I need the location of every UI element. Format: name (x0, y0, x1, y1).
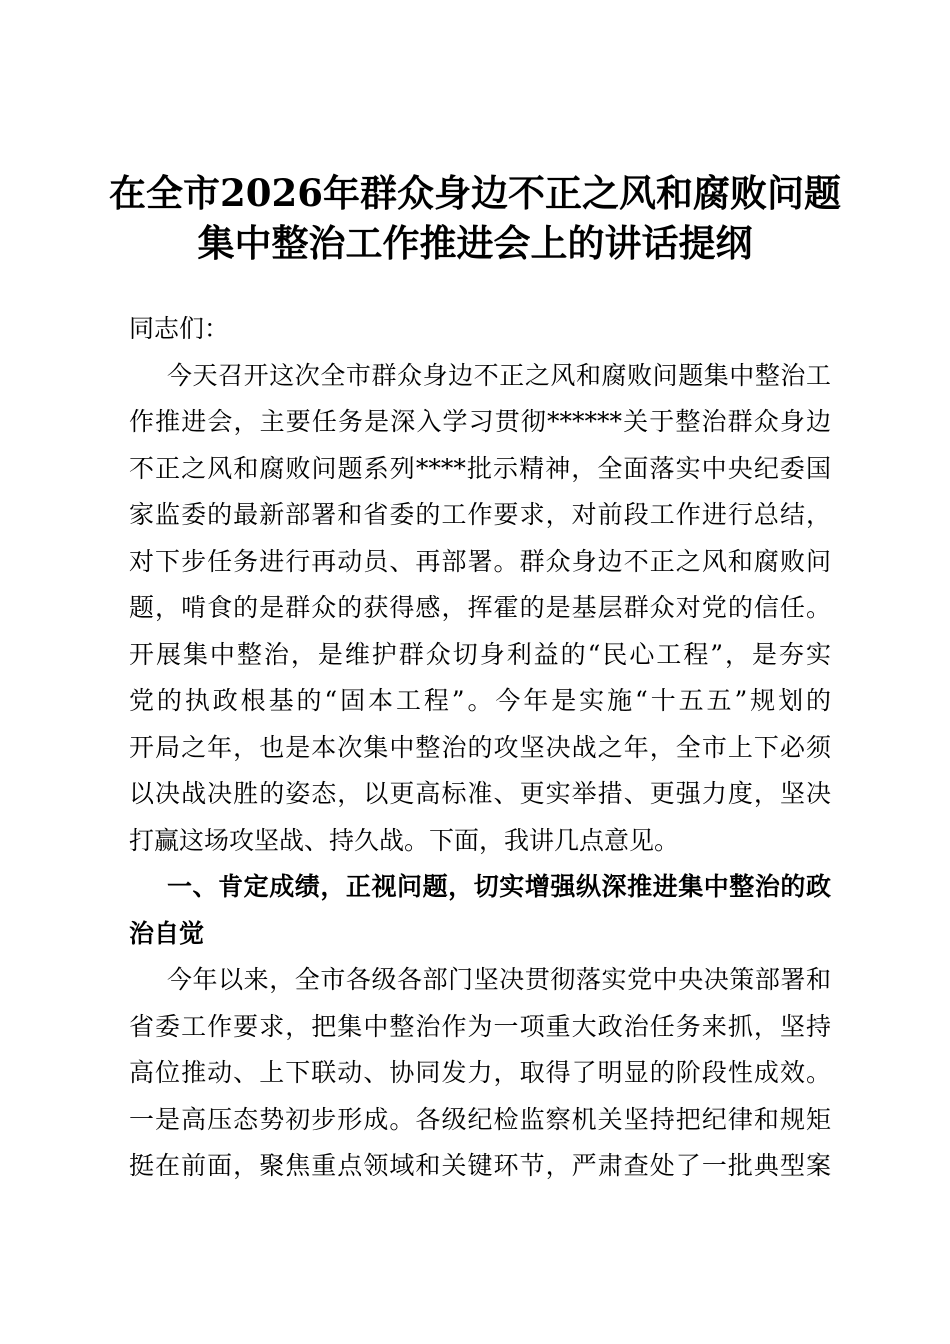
paragraph-line: 不正之风和腐败问题系列****批示精神，全面落实中央纪委国 (129, 453, 831, 483)
paragraph-line: 高位推动、上下联动、协同发力，取得了明显的阶段性成效。 (129, 1058, 831, 1087)
title-line-2: 集中整治工作推进会上的讲话提纲 (197, 221, 753, 265)
heading-line: 治自觉 (129, 918, 205, 948)
paragraph-line: 打赢这场攻坚战、持久战。下面，我讲几点意见。 (129, 825, 680, 855)
paragraph-line: 开展集中整治，是维护群众切身利益的“民心工程”，是夯实 (129, 639, 831, 669)
paragraph-section-1 (129, 957, 831, 1190)
paragraph-line: 今年以来，全市各级各部门坚决贯彻落实党中央决策部署和 (167, 965, 831, 994)
paragraph-line: 一是高压态势初步形成。各级纪检监察机关坚持把纪律和规矩 (129, 1104, 831, 1134)
title-line-1: 在全市2026年群众身边不正之风和腐败问题 (109, 171, 841, 215)
paragraph-line: 今天召开这次全市群众身边不正之风和腐败问题集中整治工 (167, 360, 831, 390)
paragraph-line: 省委工作要求，把集中整治作为一项重大政治任务来抓，坚持 (129, 1011, 831, 1041)
heading-line: 一、肯定成绩，正视问题，切实增强纵深推进集中整治的政 (167, 872, 831, 901)
greeting: 同志们： (129, 314, 230, 343)
paragraph-line: 家监委的最新部署和省委的工作要求，对前段工作进行总结， (129, 500, 831, 529)
document-body (129, 306, 831, 1190)
document-title (60, 168, 890, 268)
paragraph-line: 题，啃食的是群众的获得感，挥霍的是基层群众对党的信任。 (129, 593, 831, 622)
paragraph-line: 党的执政根基的“固本工程”。今年是实施“十五五”规划的 (129, 686, 831, 715)
paragraph-line: 挺在前面，聚焦重点领域和关键环节，严肃查处了一批典型案 (129, 1151, 831, 1180)
paragraph-line: 作推进会，主要任务是深入学习贯彻******关于整治群众身边 (129, 407, 831, 436)
paragraph-line: 以决战决胜的姿态，以更高标准、更实举措、更强力度，坚决 (129, 779, 831, 808)
paragraph-line: 对下步任务进行再动员、再部署。群众身边不正之风和腐败问 (129, 546, 831, 576)
paragraph-intro (129, 353, 831, 865)
paragraph-line: 开局之年，也是本次集中整治的攻坚决战之年，全市上下必须 (129, 732, 831, 762)
section-heading-1 (129, 864, 831, 957)
